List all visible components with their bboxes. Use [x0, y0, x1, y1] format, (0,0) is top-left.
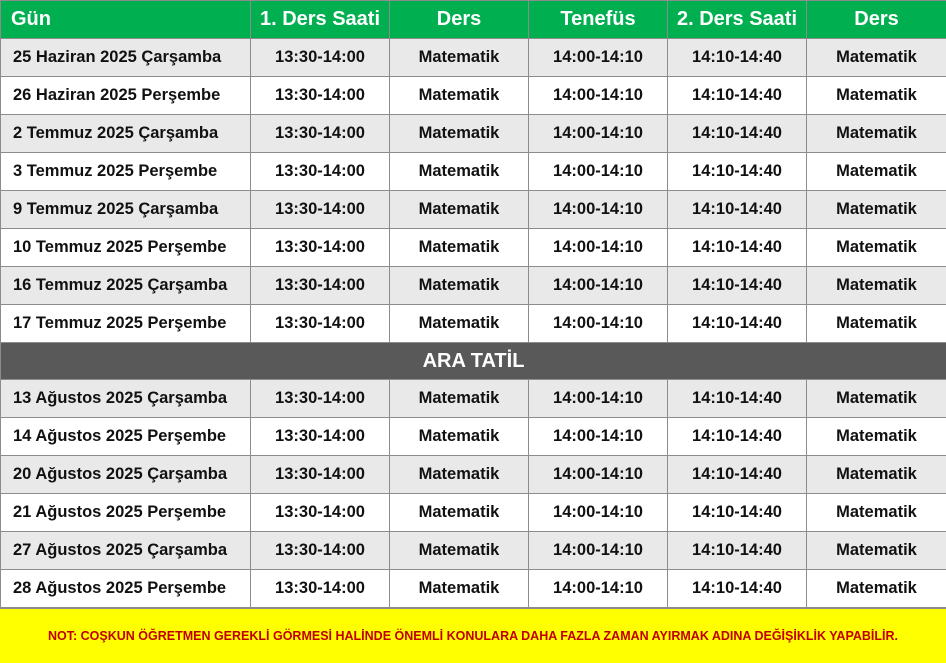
first-lesson-cell: Matematik	[390, 77, 529, 115]
second-lesson-cell: Matematik	[807, 77, 946, 115]
second-lesson-time-cell: 14:10-14:40	[668, 267, 807, 305]
second-lesson-time-cell: 14:10-14:40	[668, 380, 807, 418]
second-lesson-time-cell: 14:10-14:40	[668, 153, 807, 191]
first-lesson-time-cell: 13:30-14:00	[251, 77, 390, 115]
table-row	[1, 115, 946, 153]
first-lesson-time-cell: 13:30-14:00	[251, 570, 390, 608]
rows-after-break	[1, 380, 946, 608]
first-lesson-time-cell: 13:30-14:00	[251, 191, 390, 229]
day-cell: 20 Ağustos 2025 Çarşamba	[1, 456, 251, 494]
day-cell: 17 Temmuz 2025 Perşembe	[1, 305, 251, 343]
day-cell: 16 Temmuz 2025 Çarşamba	[1, 267, 251, 305]
first-lesson-time-cell: 13:30-14:00	[251, 115, 390, 153]
first-lesson-cell: Matematik	[390, 418, 529, 456]
table-row	[1, 305, 946, 343]
break-time-cell: 14:00-14:10	[529, 229, 668, 267]
break-time-cell: 14:00-14:10	[529, 77, 668, 115]
table-row	[1, 153, 946, 191]
table-row	[1, 532, 946, 570]
break-time-cell: 14:00-14:10	[529, 267, 668, 305]
header-second-lesson: Ders	[807, 1, 946, 39]
second-lesson-cell: Matematik	[807, 115, 946, 153]
first-lesson-cell: Matematik	[390, 456, 529, 494]
second-lesson-cell: Matematik	[807, 570, 946, 608]
first-lesson-cell: Matematik	[390, 267, 529, 305]
second-lesson-cell: Matematik	[807, 305, 946, 343]
second-lesson-cell: Matematik	[807, 418, 946, 456]
second-lesson-cell: Matematik	[807, 456, 946, 494]
first-lesson-time-cell: 13:30-14:00	[251, 418, 390, 456]
header-first-lesson: Ders	[390, 1, 529, 39]
second-lesson-time-cell: 14:10-14:40	[668, 570, 807, 608]
day-cell: 10 Temmuz 2025 Perşembe	[1, 229, 251, 267]
table-row	[1, 380, 946, 418]
day-cell: 21 Ağustos 2025 Perşembe	[1, 494, 251, 532]
day-cell: 13 Ağustos 2025 Çarşamba	[1, 380, 251, 418]
first-lesson-cell: Matematik	[390, 191, 529, 229]
second-lesson-time-cell: 14:10-14:40	[668, 532, 807, 570]
header-second-lesson-time: 2. Ders Saati	[668, 1, 807, 39]
first-lesson-time-cell: 13:30-14:00	[251, 305, 390, 343]
second-lesson-time-cell: 14:10-14:40	[668, 191, 807, 229]
first-lesson-cell: Matematik	[390, 532, 529, 570]
first-lesson-time-cell: 13:30-14:00	[251, 532, 390, 570]
second-lesson-time-cell: 14:10-14:40	[668, 418, 807, 456]
first-lesson-cell: Matematik	[390, 153, 529, 191]
break-label: ARA TATİL	[1, 343, 946, 380]
first-lesson-time-cell: 13:30-14:00	[251, 39, 390, 77]
break-time-cell: 14:00-14:10	[529, 532, 668, 570]
break-time-cell: 14:00-14:10	[529, 191, 668, 229]
break-time-cell: 14:00-14:10	[529, 570, 668, 608]
header-first-lesson-time: 1. Ders Saati	[251, 1, 390, 39]
day-cell: 27 Ağustos 2025 Çarşamba	[1, 532, 251, 570]
first-lesson-time-cell: 13:30-14:00	[251, 153, 390, 191]
second-lesson-cell: Matematik	[807, 153, 946, 191]
day-cell: 26 Haziran 2025 Perşembe	[1, 77, 251, 115]
first-lesson-cell: Matematik	[390, 380, 529, 418]
second-lesson-cell: Matematik	[807, 380, 946, 418]
table-row	[1, 77, 946, 115]
table-row	[1, 494, 946, 532]
first-lesson-time-cell: 13:30-14:00	[251, 267, 390, 305]
table-row	[1, 191, 946, 229]
day-cell: 25 Haziran 2025 Çarşamba	[1, 39, 251, 77]
first-lesson-cell: Matematik	[390, 115, 529, 153]
second-lesson-time-cell: 14:10-14:40	[668, 77, 807, 115]
break-time-cell: 14:00-14:10	[529, 305, 668, 343]
first-lesson-time-cell: 13:30-14:00	[251, 380, 390, 418]
header-day: Gün	[1, 1, 251, 39]
second-lesson-cell: Matematik	[807, 532, 946, 570]
second-lesson-time-cell: 14:10-14:40	[668, 39, 807, 77]
second-lesson-cell: Matematik	[807, 229, 946, 267]
first-lesson-cell: Matematik	[390, 39, 529, 77]
second-lesson-time-cell: 14:10-14:40	[668, 305, 807, 343]
break-time-cell: 14:00-14:10	[529, 39, 668, 77]
break-time-cell: 14:00-14:10	[529, 494, 668, 532]
break-time-cell: 14:00-14:10	[529, 115, 668, 153]
header-row	[1, 1, 946, 39]
second-lesson-time-cell: 14:10-14:40	[668, 494, 807, 532]
first-lesson-time-cell: 13:30-14:00	[251, 494, 390, 532]
day-cell: 3 Temmuz 2025 Perşembe	[1, 153, 251, 191]
table-row	[1, 229, 946, 267]
second-lesson-cell: Matematik	[807, 39, 946, 77]
first-lesson-cell: Matematik	[390, 229, 529, 267]
table-row	[1, 570, 946, 608]
rows-before-break	[1, 39, 946, 343]
table-row	[1, 39, 946, 77]
table-row	[1, 418, 946, 456]
second-lesson-time-cell: 14:10-14:40	[668, 115, 807, 153]
second-lesson-cell: Matematik	[807, 191, 946, 229]
table-row	[1, 267, 946, 305]
break-row	[1, 343, 946, 380]
first-lesson-cell: Matematik	[390, 570, 529, 608]
second-lesson-cell: Matematik	[807, 494, 946, 532]
break-time-cell: 14:00-14:10	[529, 153, 668, 191]
first-lesson-time-cell: 13:30-14:00	[251, 456, 390, 494]
break-time-cell: 14:00-14:10	[529, 380, 668, 418]
day-cell: 2 Temmuz 2025 Çarşamba	[1, 115, 251, 153]
header-break-time: Tenefüs	[529, 1, 668, 39]
day-cell: 28 Ağustos 2025 Perşembe	[1, 570, 251, 608]
first-lesson-cell: Matematik	[390, 305, 529, 343]
break-time-cell: 14:00-14:10	[529, 418, 668, 456]
second-lesson-time-cell: 14:10-14:40	[668, 229, 807, 267]
second-lesson-time-cell: 14:10-14:40	[668, 456, 807, 494]
table-row	[1, 456, 946, 494]
second-lesson-cell: Matematik	[807, 267, 946, 305]
first-lesson-cell: Matematik	[390, 494, 529, 532]
day-cell: 9 Temmuz 2025 Çarşamba	[1, 191, 251, 229]
first-lesson-time-cell: 13:30-14:00	[251, 229, 390, 267]
break-time-cell: 14:00-14:10	[529, 456, 668, 494]
teacher-note: NOT: COŞKUN ÖĞRETMEN GEREKLİ GÖRMESİ HALİNDE ÖNEMLİ KONULARA DAHA FAZLA ZAMAN AYIRMAK ADINA DEĞİŞİKLİK YAPABİLİR.	[0, 608, 946, 663]
day-cell: 14 Ağustos 2025 Perşembe	[1, 418, 251, 456]
